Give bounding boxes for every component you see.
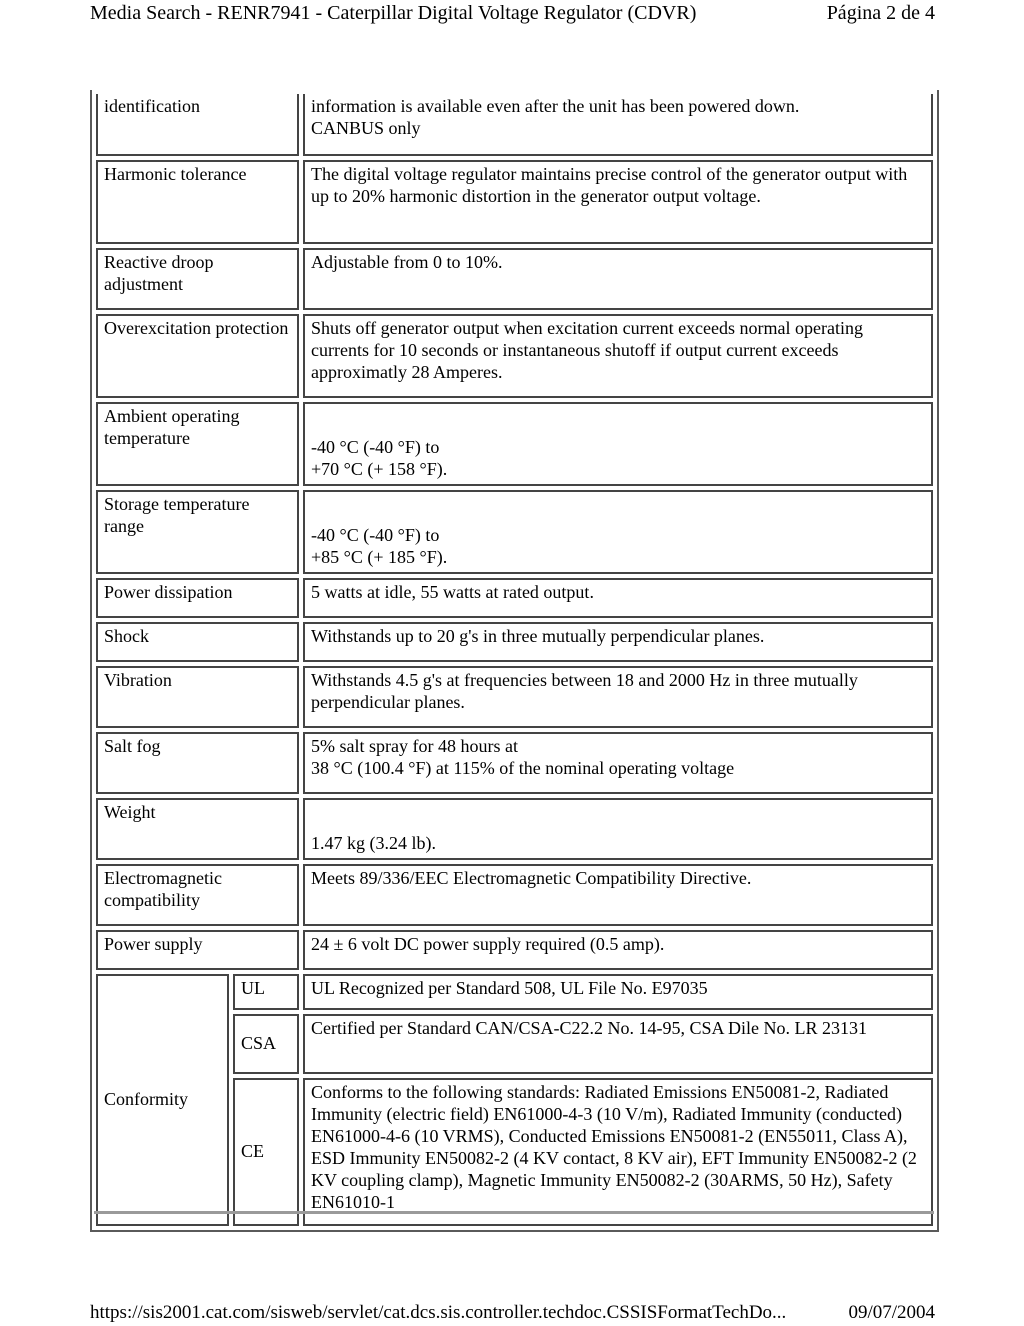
ul-label: UL xyxy=(233,974,299,1010)
spec-label: Shock xyxy=(96,622,299,662)
csa-label: CSA xyxy=(233,1014,299,1074)
page-footer xyxy=(90,1301,935,1325)
specifications-table xyxy=(90,90,939,1232)
spec-label: Weight xyxy=(96,798,299,860)
table-row xyxy=(96,798,933,860)
spec-value: Meets 89/336/EEC Electromagnetic Compatibility Directive. xyxy=(303,864,933,926)
table-row xyxy=(96,974,933,1010)
conformity-label: Conformity xyxy=(96,974,229,1226)
print-date: 09/07/2004 xyxy=(848,1302,935,1323)
spec-value-line: CANBUS only xyxy=(311,118,421,138)
spec-value-line: +85 °C (+ 185 °F). xyxy=(311,547,448,567)
page-header xyxy=(90,0,935,28)
spec-value-line: 5% salt spray for 48 hours at xyxy=(311,736,518,756)
source-url: https://sis2001.cat.com/sisweb/servlet/cat.dcs.sis.controller.techdoc.CSSISFormatTechDo... xyxy=(90,1302,787,1323)
table-row xyxy=(96,248,933,310)
spec-value: Adjustable from 0 to 10%. xyxy=(303,248,933,310)
spec-value: The digital voltage regulator maintains precise control of the generator output with up to 20% harmonic distortion in the generator output voltage. xyxy=(303,160,933,244)
spec-label: identification xyxy=(96,94,299,156)
table-row xyxy=(96,930,933,970)
spec-label: Power supply xyxy=(96,930,299,970)
spec-label: Overexcitation protection xyxy=(96,314,299,398)
spec-label: Power dissipation xyxy=(96,578,299,618)
table-row xyxy=(96,94,933,156)
spec-value: Withstands up to 20 g's in three mutually perpendicular planes. xyxy=(303,622,933,662)
table-row xyxy=(96,160,933,244)
spec-label: Electromagnetic compatibility xyxy=(96,864,299,926)
table-row xyxy=(96,578,933,618)
spec-value: 1.47 kg (3.24 lb). xyxy=(303,798,933,860)
table-row xyxy=(96,732,933,794)
spec-value: Withstands 4.5 g's at frequencies between 18 and 2000 Hz in three mutually perpendicular planes. xyxy=(303,666,933,728)
spec-value xyxy=(303,490,933,574)
spec-label: Storage temperature range xyxy=(96,490,299,574)
spec-label: Ambient operating temperature xyxy=(96,402,299,486)
spec-label: Vibration xyxy=(96,666,299,728)
table-row xyxy=(96,666,933,728)
spec-value-line: information is available even after the unit has been powered down. xyxy=(311,96,800,116)
spec-value-line: -40 °C (-40 °F) to xyxy=(311,437,440,457)
spec-value xyxy=(303,732,933,794)
spec-value-line: +70 °C (+ 158 °F). xyxy=(311,459,448,479)
document-title: Media Search - RENR7941 - Caterpillar Digital Voltage Regulator (CDVR) xyxy=(90,2,697,24)
ce-value: Conforms to the following standards: Radiated Emissions EN50081-2, Radiated Immunity (electric field) EN61000-4-3 (10 V/m), Radiated Immunity (conducted) EN61000-4-6 (10 VRMS), Conducted Emissions EN50081-2 (EN55011, Class A), ESD Immunity EN50082-2 (4 KV contact, 8 KV air), EFT Immunity EN50082-2 (2 KV coupling clamp), Magnetic Immunity EN50082-2 (30ARMS, 50 Hz), Safety EN61010-1 xyxy=(303,1078,933,1226)
spec-value: 5 watts at idle, 55 watts at rated output. xyxy=(303,578,933,618)
table-row xyxy=(96,490,933,574)
spec-value: Shuts off generator output when excitation current exceeds normal operating currents for 10 seconds or instantaneous shutoff if output current exceeds approximatly 28 Amperes. xyxy=(303,314,933,398)
table-row xyxy=(96,402,933,486)
spec-value xyxy=(303,94,933,156)
spec-value-line: -40 °C (-40 °F) to xyxy=(311,525,440,545)
spec-label: Harmonic tolerance xyxy=(96,160,299,244)
spec-value: 24 ± 6 volt DC power supply required (0.5 amp). xyxy=(303,930,933,970)
spec-label: Salt fog xyxy=(96,732,299,794)
spec-value-line: 38 °C (100.4 °F) at 115% of the nominal operating voltage xyxy=(311,758,735,778)
table-row xyxy=(96,314,933,398)
ul-value: UL Recognized per Standard 508, UL File No. E97035 xyxy=(303,974,933,1010)
spec-label: Reactive droop adjustment xyxy=(96,248,299,310)
table-row xyxy=(96,864,933,926)
csa-value: Certified per Standard CAN/CSA-C22.2 No. 14-95, CSA Dile No. LR 23131 xyxy=(303,1014,933,1074)
page-number: Página 2 de 4 xyxy=(826,2,935,24)
footer-divider xyxy=(94,1211,934,1214)
table-row xyxy=(96,622,933,662)
spec-value xyxy=(303,402,933,486)
ce-label: CE xyxy=(233,1078,299,1226)
